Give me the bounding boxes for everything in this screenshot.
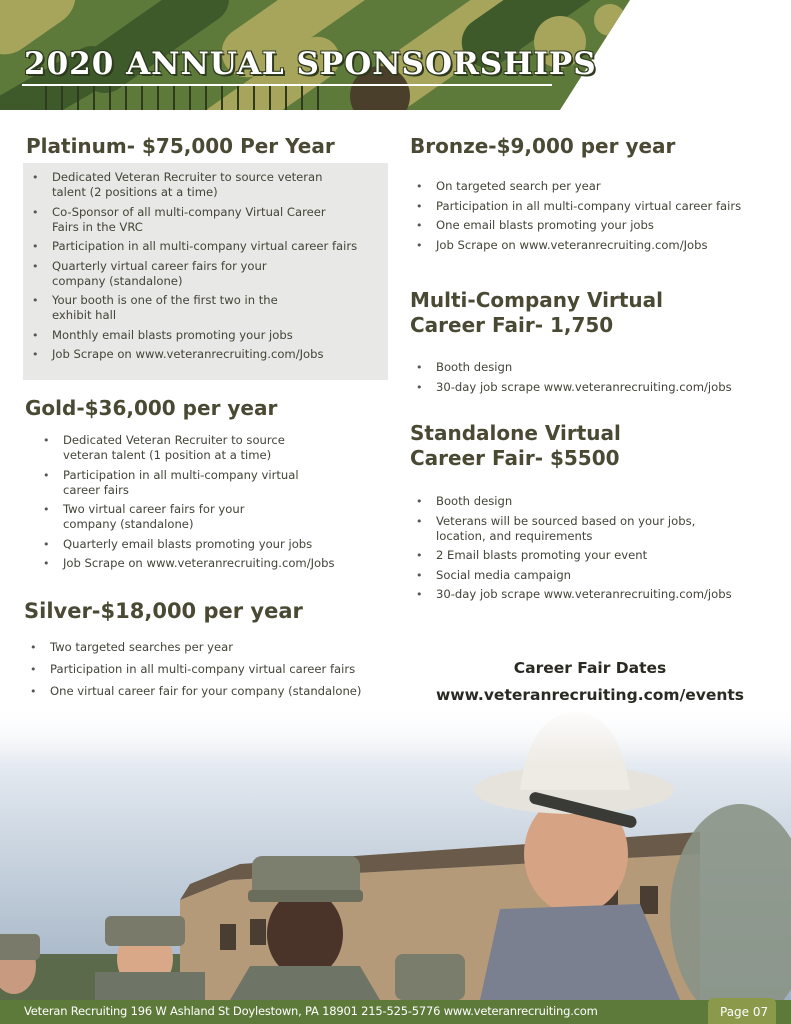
footer-contact: Veteran Recruiting 196 W Ashland St Doylestown, PA 18901 215-525-5776 www.veteranrecruiting.com	[24, 1004, 598, 1018]
standalone-section	[410, 421, 780, 607]
list-item: • Booth design	[410, 494, 780, 509]
list-item: • Job Scrape on www.veteranrecruiting.com/Jobs	[26, 347, 356, 362]
list-item: • Booth design	[410, 360, 780, 375]
platinum-heading: Platinum- $75,000 Per Year	[26, 134, 335, 158]
list-item: • One virtual career fair for your company (standalone)	[24, 684, 404, 699]
list-item: • Your booth is one of the first two in the exhibit hall	[26, 293, 312, 323]
multi-company-heading-line1: Multi-Company Virtual	[410, 288, 664, 312]
list-item: • Participation in all multi-company virtual career fairs	[26, 239, 392, 254]
list-item: • Two targeted searches per year	[24, 640, 404, 655]
standalone-list	[410, 494, 780, 602]
standalone-heading-line1: Standalone Virtual	[410, 421, 621, 445]
list-item: • Dedicated Veteran Recruiter to source veteran talent (2 positions at a time)	[26, 170, 356, 200]
bronze-list	[410, 179, 780, 253]
silver-heading: Silver-$18,000 per year	[24, 599, 303, 623]
multi-company-heading-line2: Career Fair- 1,750	[410, 313, 614, 337]
page-number: Page 07	[720, 1005, 769, 1019]
list-item: • Participation in all multi-company virtual career fairs	[24, 662, 404, 677]
multi-company-section	[410, 288, 780, 399]
list-item: • 30-day job scrape www.veteranrecruiting.com/jobs	[410, 587, 780, 602]
list-item: • One email blasts promoting your jobs	[410, 218, 780, 233]
list-item: • 30-day job scrape www.veteranrecruiting.com/jobs	[410, 380, 780, 395]
list-item: • Job Scrape on www.veteranrecruiting.com/Jobs	[410, 238, 780, 253]
list-item: • On targeted search per year	[410, 179, 780, 194]
page-title: 2020 ANNUAL SPONSORSHIPS	[24, 46, 597, 82]
header-banner	[0, 0, 791, 110]
list-item: • Two virtual career fairs for your company (standalone)	[37, 502, 263, 532]
list-item: • 2 Email blasts promoting your event	[410, 548, 780, 563]
multi-company-list	[410, 360, 780, 395]
career-fair-dates	[410, 655, 770, 709]
list-item: • Participation in all multi-company virtual career fairs	[37, 468, 313, 498]
soldiers-photo	[0, 704, 791, 1000]
standalone-heading-line2: Career Fair- $5500	[410, 446, 620, 470]
list-item: • Participation in all multi-company virtual career fairs	[410, 199, 780, 214]
soldiers-illustration	[0, 704, 791, 1000]
list-item: • Co-Sponsor of all multi-company Virtual Career Fairs in the VRC	[26, 205, 356, 235]
title-underline	[22, 84, 552, 86]
career-fair-dates-label: Career Fair Dates	[513, 659, 667, 677]
list-item: • Monthly email blasts promoting your jobs	[26, 328, 356, 343]
bronze-section	[410, 134, 780, 257]
bronze-heading: Bronze-$9,000 per year	[410, 134, 676, 158]
gold-list	[37, 433, 337, 571]
gold-heading: Gold-$36,000 per year	[25, 396, 278, 420]
career-fair-dates-link[interactable]: www.veteranrecruiting.com/events	[435, 686, 745, 704]
list-item: • Quarterly virtual career fairs for your company (standalone)	[26, 259, 312, 289]
list-item: • Veterans will be sourced based on your jobs, location, and requirements	[410, 514, 736, 544]
list-item: • Quarterly email blasts promoting your jobs	[37, 537, 337, 552]
platinum-list	[26, 170, 356, 362]
gold-section	[25, 396, 385, 576]
list-item: • Job Scrape on www.veteranrecruiting.com/Jobs	[37, 556, 383, 571]
list-item: • Dedicated Veteran Recruiter to source veteran talent (1 position at a time)	[37, 433, 313, 463]
list-item: • Social media campaign	[410, 568, 780, 583]
platinum-section	[26, 134, 386, 367]
footer-bar	[0, 1000, 791, 1024]
